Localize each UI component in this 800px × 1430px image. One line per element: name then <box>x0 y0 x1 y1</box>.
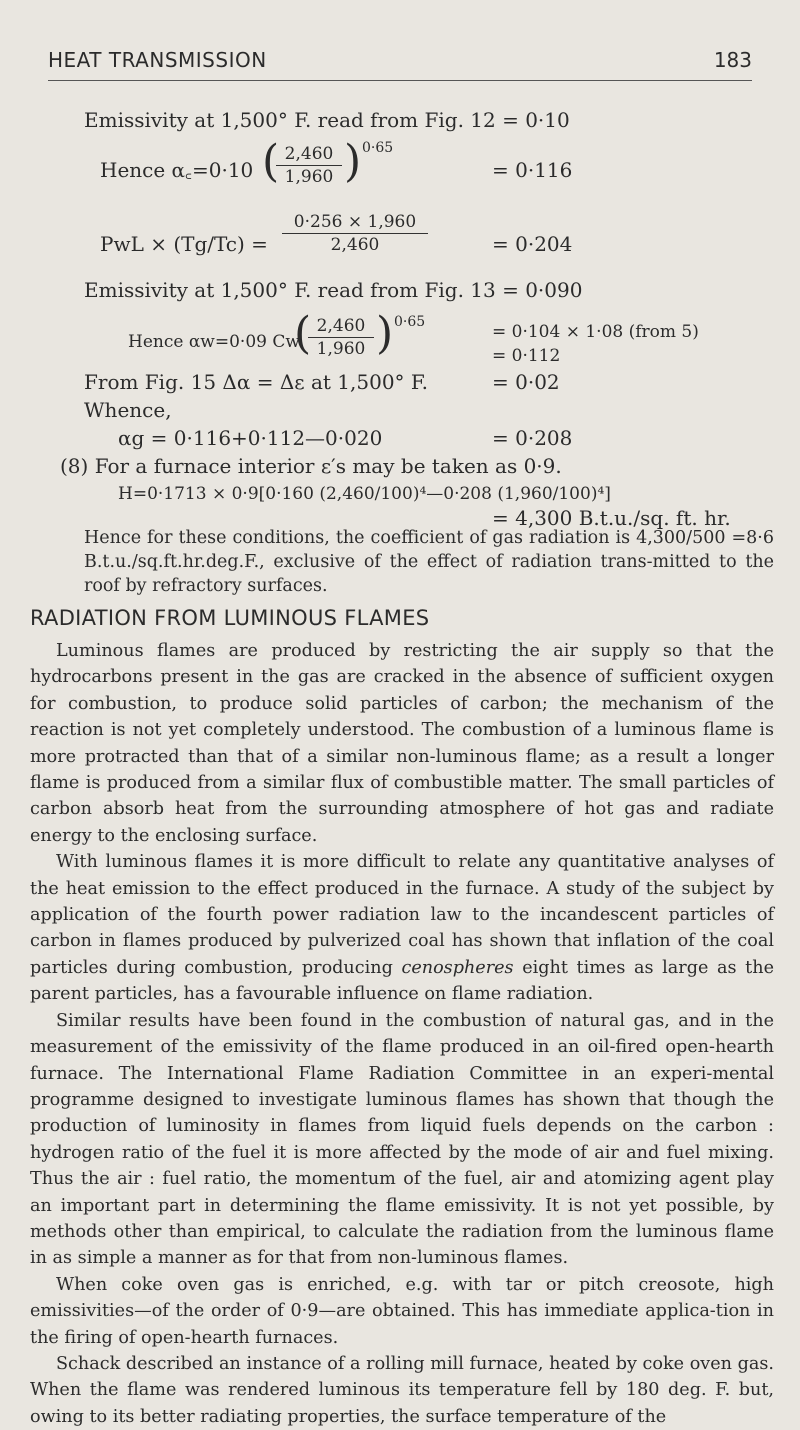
fraction-2 <box>308 316 374 359</box>
paragraph-5: Schack described an instance of a rolling mill furnace, heated by coke oven gas. When the flame was rendered luminous its temperature fell by 180 deg. F. but, owing to its better radiating properties, the surface temperature of the <box>30 1353 774 1427</box>
fraction-bar <box>282 233 428 234</box>
pwl-ratio-lhs: PwL × (Tg/Tc) = <box>100 232 268 256</box>
hence-alpha-w-result-2: = 0·112 <box>492 346 561 366</box>
emissivity-line-fig12: Emissivity at 1,500° F. read from Fig. 12 = 0·10 <box>84 108 570 132</box>
hence-alpha-w-lhs: Hence αw=0·09 Cw <box>128 332 300 352</box>
step-8-line: (8) For a furnace interior ε′s may be taken as 0·9. <box>60 454 562 478</box>
fig15-result: = 0·02 <box>492 370 560 394</box>
header-rule <box>48 80 752 81</box>
alpha-g-result: = 0·208 <box>492 426 573 450</box>
fraction-1 <box>276 144 342 187</box>
conclusion-text: Hence for these conditions, the coefficient of gas radiation is 4,300/500 =8·6 B.t.u./sq.ft.hr.deg.F., exclusive of the effect of radiation trans-mitted to the roof by refractory surfaces. <box>84 528 774 596</box>
paren-open: ( <box>294 308 312 359</box>
paragraph-4: When coke oven gas is enriched, e.g. with tar or pitch creosote, high emissivities—of the order of 0·9—are obtained. This has immediate applica-tion in the firing of open-hearth furnaces. <box>30 1274 774 1348</box>
conclusion-paragraph <box>84 526 774 598</box>
hence-alpha-w-result: = 0·104 × 1·08 (from 5) <box>492 322 699 342</box>
fraction-pwl <box>282 212 428 255</box>
alpha-g-line: αg = 0·116+0·112—0·020 <box>118 426 383 450</box>
hence-alpha-c-result: = 0·116 <box>492 158 573 182</box>
fraction-pwl-numerator: 0·256 × 1,960 <box>293 212 417 232</box>
h-formula-line: H=0·1713 × 0·9[0·160 (2,460/100)⁴—0·208 (1,960/100)⁴] <box>118 484 611 504</box>
fraction-1-denominator: 1,960 <box>284 167 334 187</box>
fraction-pwl-denominator: 2,460 <box>330 235 380 255</box>
fraction-bar <box>308 337 374 338</box>
paragraph-2: With luminous flames it is more difficult to relate any quantitative analyses of the heat emission to the effect produced in the furnace. A study of the subject by application of the fourth power radiation law to the incandescent particles of carbon in flames produced by pulverized coal has shown that inflation of the coal particles during combustion, producing cenospheres eight times as large as the parent particles, has a favourable influence on flame radiation. <box>30 852 774 1005</box>
fraction-2-denominator: 1,960 <box>316 339 366 359</box>
emissivity-line-fig13: Emissivity at 1,500° F. read from Fig. 13 = 0·090 <box>84 278 583 302</box>
exponent-1: 0·65 <box>362 140 394 156</box>
section-heading: RADIATION FROM LUMINOUS FLAMES <box>30 606 430 630</box>
running-header <box>48 42 752 76</box>
exponent-2: 0·65 <box>394 314 426 330</box>
paren-open: ( <box>262 136 280 187</box>
paragraph-1: Luminous flames are produced by restricting the air supply so that the hydrocarbons present in the gas are cracked in the absence of sufficient oxygen for combustion, to produce solid particles of carbon; the mechanism of the reaction is not yet completely understood. The combustion of a luminous flame is more protracted than that of a similar non-luminous flame; as a result a longer flame is produced from a similar flux of combustible matter. The small particles of carbon absorb heat from the surrounding atmosphere of hot gas and radiate energy to the enclosing surface. <box>30 641 774 846</box>
paragraph-3: Similar results have been found in the combustion of natural gas, and in the measurement of the emissivity of the flame produced in an oil-fired open-hearth furnace. The International Flame Radiation Committee in an experi-mental programme designed to investigate luminous flames has shown that though the production of luminosity in flames from liquid fuels depends on the carbon : hydrogen ratio of the fuel it is more affected by the mode of air and fuel mixing. Thus the air : fuel ratio, the momentum of the fuel, air and atomizing agent play an important part in determining the flame emissivity. It is not yet possible, by methods other than empirical, to calculate the radiation from the luminous flame in as simple a manner as for that from non-luminous flames. <box>30 1010 774 1269</box>
fig15-line: From Fig. 15 Δα = Δε at 1,500° F. <box>84 370 429 394</box>
fraction-bar <box>276 165 342 166</box>
paren-close: ) <box>344 136 362 187</box>
paren-close: ) <box>376 308 394 359</box>
hence-alpha-c-lhs: Hence α꜀=0·10 <box>100 158 254 182</box>
body-paragraphs <box>30 638 774 1430</box>
whence-label: Whence, <box>84 398 172 422</box>
fraction-2-numerator: 2,460 <box>316 316 366 336</box>
running-title: HEAT TRANSMISSION <box>48 48 267 72</box>
fraction-1-numerator: 2,460 <box>284 144 334 164</box>
pwl-ratio-result: = 0·204 <box>492 232 573 256</box>
page-number: 183 <box>713 48 752 72</box>
h-result-line: = 4,300 B.t.u./sq. ft. hr. <box>492 506 731 530</box>
